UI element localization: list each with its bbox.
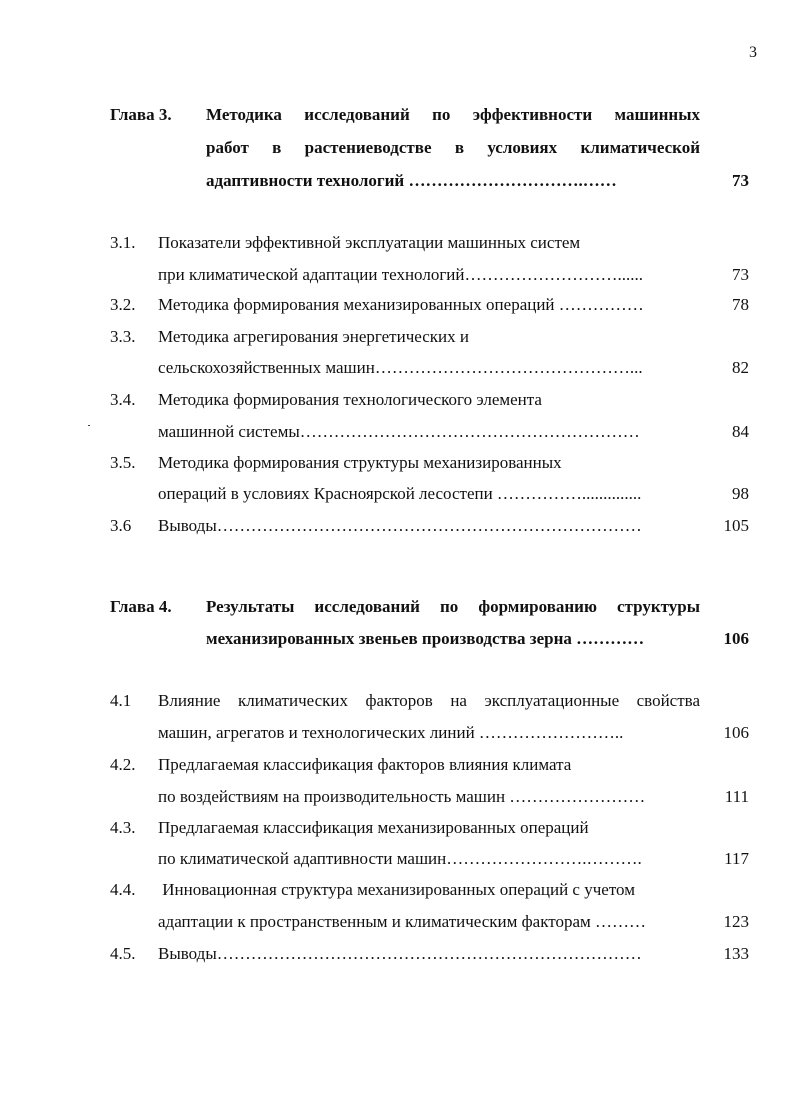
section-page: 78 [732, 295, 749, 314]
section-title-line-2: при климатической адаптации технологий………………………...... [158, 265, 643, 284]
section-title-line-2: адаптации к пространственным и климатическим факторам ……… [158, 912, 647, 931]
section-page: 117 [724, 849, 749, 868]
section-title-line-1: Методика формирования технологического элемента [158, 390, 542, 409]
section-number: 3.4. [110, 390, 136, 409]
section-title-line-2: машинной системы…………………………………………………… [158, 422, 640, 441]
section-number: 3.3. [110, 327, 136, 346]
section-page: 123 [723, 912, 749, 931]
section-title-line-1: Инновационная структура механизированных операций с учетом [158, 880, 635, 899]
section-number: 4.5. [110, 944, 136, 963]
section-title-line-1: Предлагаемая классификация механизированных операций [158, 818, 589, 837]
section-page: 106 [723, 723, 749, 742]
section-number: 3.6 [110, 516, 132, 535]
section-number: 4.3. [110, 818, 136, 837]
section-title-line-2: операций в условиях Красноярской лесостепи …………….............. [158, 484, 642, 503]
section-page: 98 [732, 484, 749, 503]
section-title-line-1: Методика агрегирования энергетических и [158, 327, 469, 346]
section-number: 4.4. [110, 880, 136, 899]
chapter-3-page: 73 [732, 171, 749, 190]
section-page: 82 [732, 358, 749, 377]
section-page: 111 [724, 787, 749, 806]
section-number: 3.1. [110, 233, 136, 252]
section-page: 84 [732, 422, 749, 441]
scan-speck [88, 425, 90, 426]
chapter-3-label: Глава 3. [110, 105, 172, 124]
section-page: 105 [723, 516, 749, 535]
chapter-4-label: Глава 4. [110, 597, 172, 616]
section-number: 3.2. [110, 295, 136, 314]
chapter-3-title-line-2: работ в растениеводстве в условиях климатической [206, 138, 700, 157]
chapter-4-page: 106 [723, 629, 749, 648]
section-number: 4.2. [110, 755, 136, 774]
section-title-line-1: Предлагаемая классификация факторов влияния климата [158, 755, 572, 774]
section-title-line-2: по воздействиям на производительность машин …………………… [158, 787, 646, 806]
page-number: 3 [749, 44, 757, 61]
chapter-3-title-line-1: Методика исследований по эффективности машинных [206, 105, 700, 124]
section-page: 133 [723, 944, 749, 963]
section-title-line-2: машин, агрегатов и технологических линий …………………….. [158, 723, 624, 742]
section-page: 73 [732, 265, 749, 284]
section-number: 3.5. [110, 453, 136, 472]
section-title-line-1: Показатели эффективной эксплуатации машинных систем [158, 233, 581, 252]
section-title-line-1: Влияние климатических факторов на эксплуатационные свойства [158, 691, 700, 710]
chapter-4-title-line-1: Результаты исследований по формированию структуры [206, 597, 700, 616]
section-title-line-1: Выводы………………………………………………………………… [158, 516, 642, 535]
section-title-line-1: Выводы………………………………………………………………… [158, 944, 642, 963]
section-number: 4.1 [110, 691, 132, 710]
chapter-3-title-line-3: адаптивности технологий ………………………….…… [206, 171, 617, 190]
section-title-line-1: Методика формирования механизированных операций …………… [158, 295, 644, 314]
section-title-line-2: по климатической адаптивности машин…………………….………. [158, 849, 642, 868]
section-title-line-2: сельскохозяйственных машин………………………………………... [158, 358, 643, 377]
section-title-line-1: Методика формирования структуры механизированных [158, 453, 562, 472]
chapter-4-title-line-2: механизированных звеньев производства зерна ………… [206, 629, 645, 648]
